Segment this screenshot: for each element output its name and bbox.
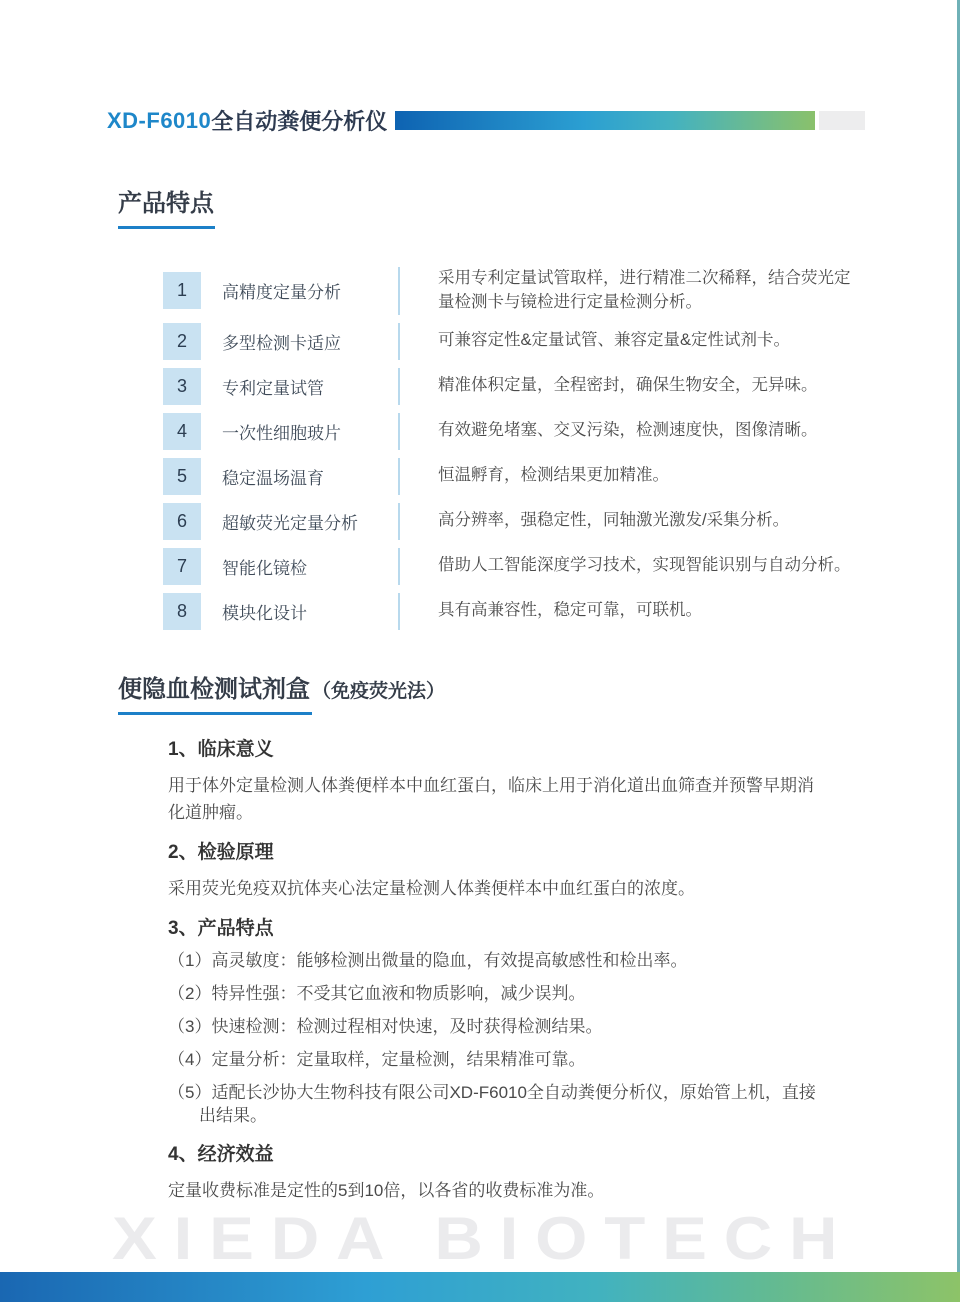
subsection-heading-principle: 2、检验原理 xyxy=(168,842,274,864)
feature-divider xyxy=(398,458,400,495)
subsection-body-economics: 定量收费标准是定性的5到10倍，以各省的收费标准为准。 xyxy=(168,1180,605,1200)
section-fob-kit xyxy=(118,676,828,1216)
feature-description: 精准体积定量，全程密封，确保生物安全，无异味。 xyxy=(438,376,818,395)
kit-feature-item: （1）高灵敏度：能够检测出微量的隐血，有效提高敏感性和检出率。 xyxy=(168,951,688,971)
feature-row xyxy=(163,593,853,630)
feature-row xyxy=(163,323,853,360)
feature-description: 有效避免堵塞、交叉污染，检测速度快，图像清晰。 xyxy=(438,421,818,440)
feature-description: 高分辨率，强稳定性，同轴激光激发/采集分析。 xyxy=(438,511,790,530)
feature-title: 高精度定量分析 xyxy=(222,283,341,303)
title-underline xyxy=(118,226,215,229)
subsection-body-principle: 采用荧光免疫双抗体夹心法定量检测人体粪便样本中血红蛋白的浓度。 xyxy=(168,878,695,898)
feature-divider xyxy=(398,323,400,360)
feature-description: 采用专利定量试管取样，进行精准二次稀释，结合荧光定量检测卡与镜检进行定量检测分析。 xyxy=(438,268,851,311)
feature-number: 4 xyxy=(163,413,201,450)
feature-number: 3 xyxy=(163,368,201,405)
feature-number: 7 xyxy=(163,548,201,585)
kit-feature-item: （4）定量分析：定量取样，定量检测，结果精准可靠。 xyxy=(168,1050,586,1070)
kit-body xyxy=(168,737,828,1204)
feature-title: 专利定量试管 xyxy=(222,378,324,398)
feature-title: 一次性细胞玻片 xyxy=(222,423,341,443)
feature-number: 2 xyxy=(163,323,201,360)
subsection-body-clinical: 用于体外定量检测人体粪便样本中血红蛋白，临床上用于消化道出血筛查并预警早期消化道肿瘤。 xyxy=(168,775,814,822)
feature-divider xyxy=(398,503,400,540)
kit-feature-item: （3）快速检测：检测过程相对快速，及时获得检测结果。 xyxy=(168,1017,603,1037)
section-title-kit: 便隐血检测试剂盒 xyxy=(118,676,310,704)
kit-feature-item: （2）特异性强：不受其它血液和物质影响，减少误判。 xyxy=(168,984,586,1004)
feature-row xyxy=(163,548,853,585)
subsection-heading-features: 3、产品特点 xyxy=(168,917,274,939)
feature-number: 1 xyxy=(163,272,201,309)
feature-title: 多型检测卡适应 xyxy=(222,333,341,353)
page-header xyxy=(107,105,865,136)
feature-title: 超敏荧光定量分析 xyxy=(222,513,358,533)
section-product-features xyxy=(118,190,853,638)
product-name: 全自动粪便分析仪 xyxy=(211,109,388,134)
feature-row xyxy=(163,267,853,315)
feature-divider xyxy=(398,267,400,315)
feature-table xyxy=(163,267,853,630)
product-model: XD-F6010 xyxy=(107,107,212,133)
kit-title-row xyxy=(118,676,828,705)
feature-row xyxy=(163,503,853,540)
feature-title: 稳定温场温育 xyxy=(222,468,324,488)
feature-title: 智能化镜检 xyxy=(222,558,307,578)
feature-divider xyxy=(398,368,400,405)
feature-divider xyxy=(398,413,400,450)
subsection-heading-economics: 4、经济效益 xyxy=(168,1144,274,1166)
feature-row xyxy=(163,368,853,405)
feature-description: 具有高兼容性，稳定可靠，可联机。 xyxy=(438,601,702,620)
feature-divider xyxy=(398,548,400,585)
kit-method-label: （免疫荧光法） xyxy=(312,681,446,702)
feature-row xyxy=(163,458,853,495)
feature-description: 可兼容定性&定量试管、兼容定量&定性试剂卡。 xyxy=(438,331,791,350)
feature-description: 借助人工智能深度学习技术，实现智能识别与自动分析。 xyxy=(438,556,851,575)
feature-number: 6 xyxy=(163,503,201,540)
header-gray-block xyxy=(819,111,865,130)
feature-divider xyxy=(398,593,400,630)
section-title-features: 产品特点 xyxy=(118,190,214,217)
header-gradient-bar xyxy=(395,111,815,130)
kit-feature-item: （5）适配长沙协大生物科技有限公司XD-F6010全自动粪便分析仪，原始管上机，直接出结果。 xyxy=(168,1083,816,1126)
feature-number: 8 xyxy=(163,593,201,630)
bottom-gradient-bar xyxy=(0,1272,960,1302)
subsection-heading-clinical: 1、临床意义 xyxy=(168,739,274,760)
feature-number: 5 xyxy=(163,458,201,495)
title-underline xyxy=(118,712,312,715)
brand-watermark: XIEDA BIOTECH xyxy=(112,1205,855,1272)
feature-description: 恒温孵育，检测结果更加精准。 xyxy=(438,466,669,485)
feature-title: 模块化设计 xyxy=(222,603,307,623)
feature-row xyxy=(163,413,853,450)
